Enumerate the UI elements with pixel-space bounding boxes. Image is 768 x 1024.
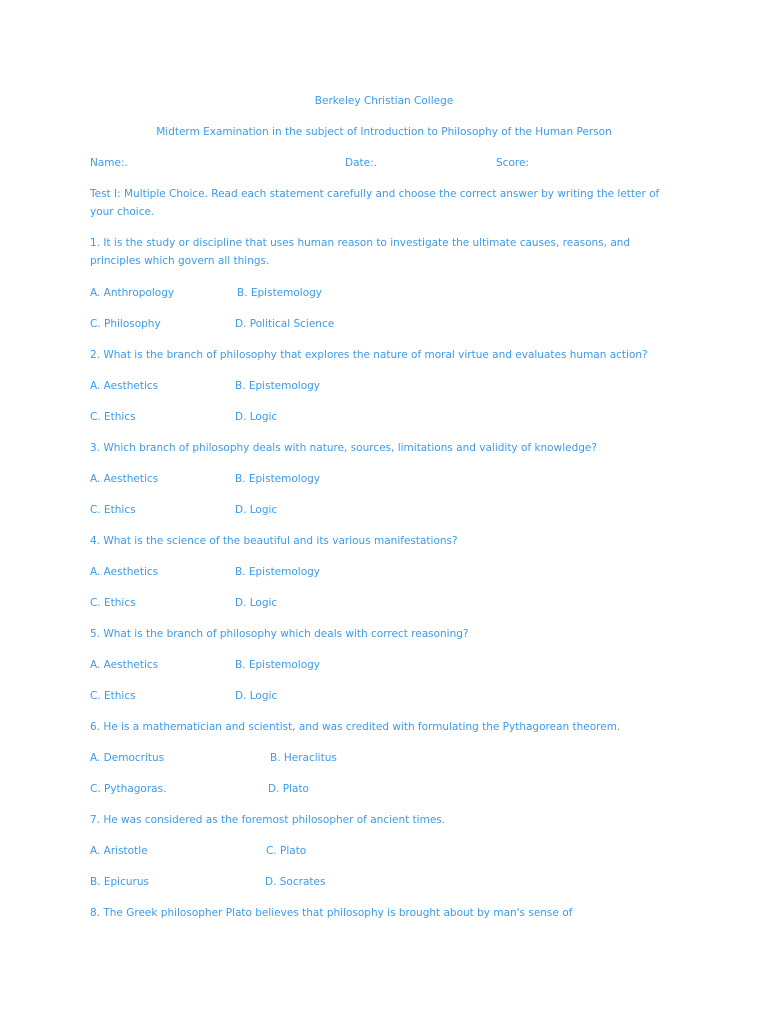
option-c: C. Ethics bbox=[90, 504, 136, 516]
option-d: D. Logic bbox=[235, 411, 278, 423]
question-5: 5. What is the branch of philosophy which deals with correct reasoning? bbox=[90, 628, 469, 640]
option-d: D. Logic bbox=[235, 597, 278, 609]
option-b: B. Epistemology bbox=[235, 566, 321, 578]
option-b: B. Epistemology bbox=[237, 287, 323, 299]
option-c: C. Ethics bbox=[90, 411, 136, 423]
option-c: C. Ethics bbox=[90, 597, 136, 609]
option-c: C. Ethics bbox=[90, 690, 136, 702]
instructions: Test I: Multiple Choice. Read each statement carefully and choose the correct answer by writing the letter of your choice. bbox=[90, 188, 660, 218]
option-b: B. Heraclitus bbox=[270, 752, 337, 764]
option-c: C. Philosophy bbox=[90, 318, 161, 330]
date-field-label: Date:. bbox=[345, 157, 377, 169]
question-3: 3. Which branch of philosophy deals with nature, sources, limitations and validity of knowledge? bbox=[90, 442, 597, 454]
option-d: D. Plato bbox=[268, 783, 309, 795]
option-c: C. Plato bbox=[266, 845, 307, 857]
college-name: Berkeley Christian College bbox=[314, 95, 454, 107]
option-a: A. Democritus bbox=[90, 752, 165, 764]
option-b: B. Epicurus bbox=[90, 876, 149, 888]
option-a: A. Aesthetics bbox=[90, 473, 159, 485]
option-d: D. Logic bbox=[235, 504, 278, 516]
option-a: A. Aesthetics bbox=[90, 659, 159, 671]
option-a: A. Aristotle bbox=[90, 845, 148, 857]
option-a: A. Anthropology bbox=[90, 287, 175, 299]
option-a: A. Aesthetics bbox=[90, 380, 159, 392]
option-b: B. Epistemology bbox=[235, 659, 321, 671]
option-d: D. Socrates bbox=[265, 876, 326, 888]
question-8: 8. The Greek philosopher Plato believes that philosophy is brought about by man's sense of bbox=[90, 907, 573, 919]
option-a: A. Aesthetics bbox=[90, 566, 159, 578]
question-2: 2. What is the branch of philosophy that explores the nature of moral virtue and evaluates human action? bbox=[90, 349, 648, 361]
question-6: 6. He is a mathematician and scientist, and was credited with formulating the Pythagorean theorem. bbox=[90, 721, 621, 733]
option-b: B. Epistemology bbox=[235, 380, 321, 392]
question-7: 7. He was considered as the foremost philosopher of ancient times. bbox=[90, 814, 446, 826]
question-4: 4. What is the science of the beautiful and its various manifestations? bbox=[90, 535, 458, 547]
option-d: D. Political Science bbox=[235, 318, 335, 330]
option-b: B. Epistemology bbox=[235, 473, 321, 485]
name-field-label: Name:. bbox=[90, 157, 128, 169]
score-field-label: Score: bbox=[496, 157, 529, 169]
question-1: 1. It is the study or discipline that uses human reason to investigate the ultimate causes, reasons, and principles which govern all things. bbox=[90, 237, 631, 267]
option-c: C. Pythagoras. bbox=[90, 783, 167, 795]
exam-title: Midterm Examination in the subject of Introduction to Philosophy of the Human Person bbox=[156, 126, 612, 138]
option-d: D. Logic bbox=[235, 690, 278, 702]
